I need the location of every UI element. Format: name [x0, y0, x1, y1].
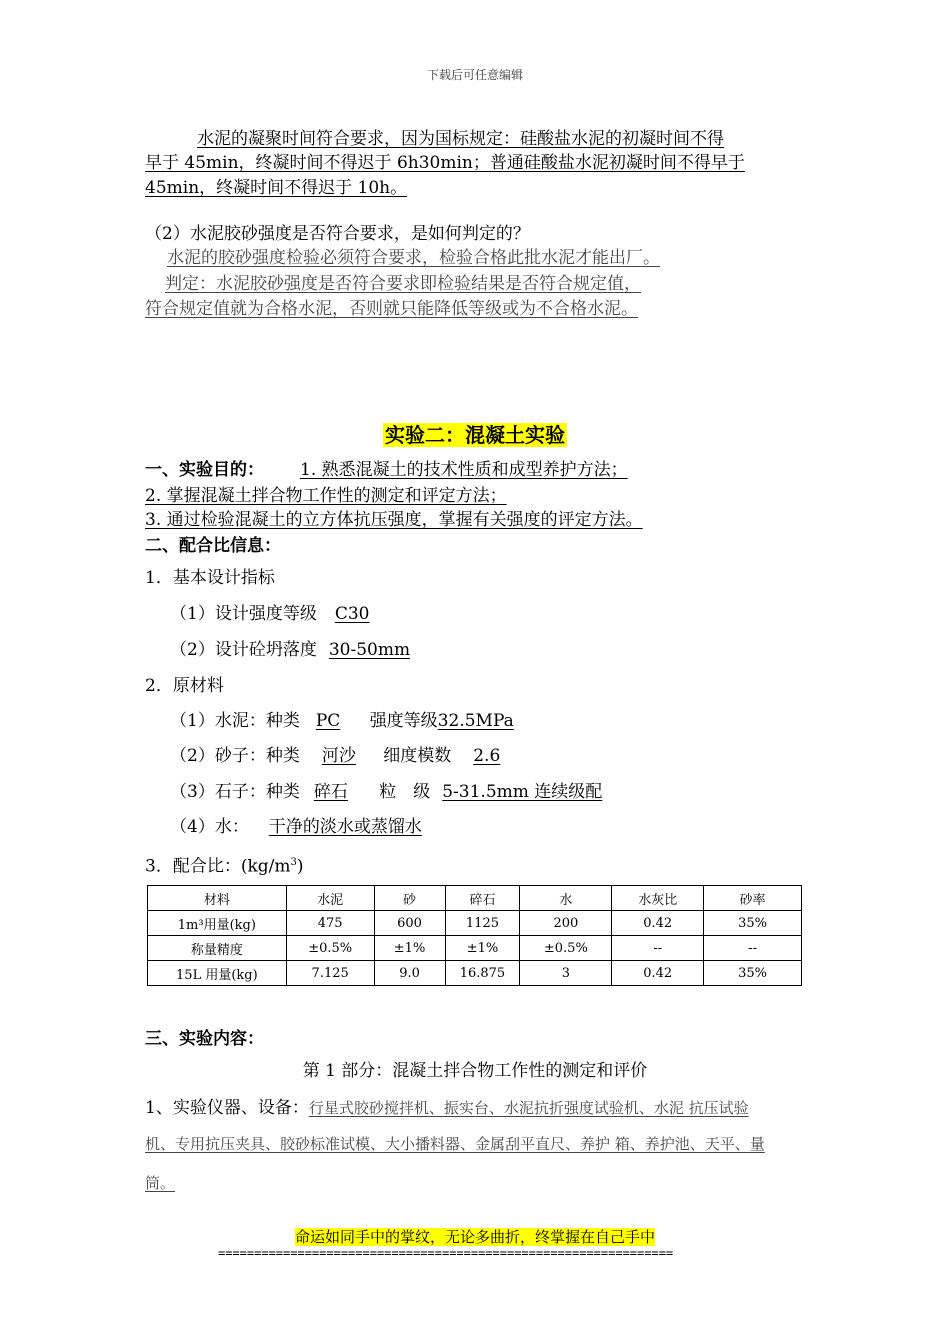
- equipment-line-1: 行星式胶砂搅拌机、振实台、水泥抗折强度试验机、水泥 抗压试验: [308, 1099, 749, 1117]
- table-header: 碎石: [445, 886, 520, 911]
- setting-line-3: 45min，终凝时间不得迟于 10h。: [145, 178, 408, 198]
- table-cell: ±1%: [445, 936, 520, 961]
- stone-label: （3）石子：种类: [170, 782, 300, 802]
- sand-type: 河沙: [321, 746, 356, 766]
- table-cell: 200: [520, 911, 612, 936]
- slump-value: 30-50mm: [328, 640, 411, 660]
- table-cell: 9.0: [374, 961, 445, 986]
- purpose-heading: 一、实验目的：: [145, 460, 264, 480]
- cement-grade: 32.5MPa: [437, 711, 514, 731]
- answer-line-2: 判定：水泥胶砂强度是否符合要求即检验结果是否符合规定值，: [165, 274, 641, 294]
- table-cell: ±0.5%: [286, 936, 374, 961]
- mix-ratio-table: [147, 885, 802, 986]
- equipment-label: 1、实验仪器、设备：: [145, 1098, 309, 1118]
- table-header: 砂: [374, 886, 445, 911]
- cement-type: PC: [315, 711, 341, 731]
- question-2: （2）水泥胶砂强度是否符合要求，是如何判定的？: [145, 224, 530, 244]
- strength-grade-label: （1）设计强度等级: [170, 604, 317, 624]
- setting-line-1: 水泥的凝聚时间符合要求，因为国标规定：硅酸盐水泥的初凝时间不得: [197, 129, 724, 149]
- purpose-item-2: 2. 掌握混凝土拌合物工作性的测定和评定方法；: [145, 486, 507, 506]
- table-header-row: [148, 886, 802, 911]
- table-cell: 475: [286, 911, 374, 936]
- table-cell: 3: [520, 961, 612, 986]
- purpose-item-3: 3. 通过检验混凝土的立方体抗压强度，掌握有关强度的评定方法。: [145, 510, 643, 530]
- table-cell: 35%: [704, 911, 802, 936]
- stone-type: 碎石: [313, 782, 348, 802]
- table-header: 材料: [148, 886, 287, 911]
- fineness-value: 2.6: [473, 746, 501, 766]
- fineness-label: 细度模数: [383, 746, 452, 766]
- page-header: 下载后可任意编辑: [426, 68, 523, 82]
- mix-ratio-sup: 3: [290, 857, 297, 868]
- table-cell: 35%: [704, 961, 802, 986]
- equipment-line-3: 筒。: [145, 1174, 176, 1192]
- table-header: 水泥: [286, 886, 374, 911]
- raw-material-heading: 2．原材料: [145, 676, 224, 696]
- table-row: [148, 936, 802, 961]
- slump-label: （2）设计砼坍落度: [170, 640, 317, 660]
- table-row: [148, 961, 802, 986]
- sand-label: （2）砂子：种类: [170, 746, 300, 766]
- mix-info-heading: 二、配合比信息：: [145, 536, 281, 556]
- table-header: 砂率: [704, 886, 802, 911]
- table-header: 水: [520, 886, 612, 911]
- table-cell: 15L 用量(kg): [148, 961, 287, 986]
- footer-motto: 命运如同手中的掌纹，无论多曲折，终掌握在自己手中: [294, 1228, 655, 1246]
- grading-label: 粒 级: [379, 782, 431, 802]
- table-header: 水灰比: [612, 886, 704, 911]
- table-cell: --: [704, 936, 802, 961]
- cement-grade-label: 强度等级: [369, 711, 438, 731]
- table-cell: ±1%: [374, 936, 445, 961]
- table-cell: 0.42: [612, 961, 704, 986]
- answer-line-3: 符合规定值就为合格水泥，否则就只能降低等级或为不合格水泥。: [145, 299, 638, 319]
- content-heading: 三、实验内容：: [145, 1029, 264, 1049]
- water-label: （4）水：: [170, 817, 249, 837]
- part-1-title: 第 1 部分：混凝土拌合物工作性的测定和评价: [302, 1061, 648, 1081]
- mix-ratio-close: ): [296, 856, 304, 877]
- water-value: 干净的淡水或蒸馏水: [268, 817, 422, 837]
- mix-ratio-heading: [145, 851, 304, 879]
- basic-design-heading: 1．基本设计指标: [145, 568, 275, 588]
- grading-value: 5-31.5mm 连续级配: [442, 782, 603, 802]
- setting-line-2: 早于 45min，终凝时间不得迟于 6h30min；普通硅酸盐水泥初凝时间不得早于: [145, 153, 745, 173]
- table-cell: 7.125: [286, 961, 374, 986]
- purpose-item-1: 1. 熟悉混凝土的技术性质和成型养护方法；: [300, 460, 628, 480]
- strength-grade-value: C30: [334, 604, 370, 624]
- table-cell: ±0.5%: [520, 936, 612, 961]
- table-cell: --: [612, 936, 704, 961]
- table-row: [148, 911, 802, 936]
- table-cell: 600: [374, 911, 445, 936]
- cement-label: （1）水泥：种类: [170, 711, 300, 731]
- table-cell: 1m³用量(kg): [148, 911, 287, 936]
- footer-rule: ===============================================================: [218, 1246, 674, 1260]
- experiment-2-title: 实验二：混凝土实验: [385, 423, 565, 447]
- table-cell: 1125: [445, 911, 520, 936]
- table-cell: 称量精度: [148, 936, 287, 961]
- table-cell: 16.875: [445, 961, 520, 986]
- mix-ratio-label: 3．配合比：(kg/m: [145, 856, 291, 877]
- table-cell: 0.42: [612, 911, 704, 936]
- equipment-line-2: 机、专用抗压夹具、胶砂标准试模、大小播料器、金属刮平直尺、养护 箱、养护池、天平、量: [145, 1135, 765, 1153]
- answer-line-1: 水泥的胶砂强度检验必须符合要求，检验合格此批水泥才能出厂。: [167, 248, 660, 268]
